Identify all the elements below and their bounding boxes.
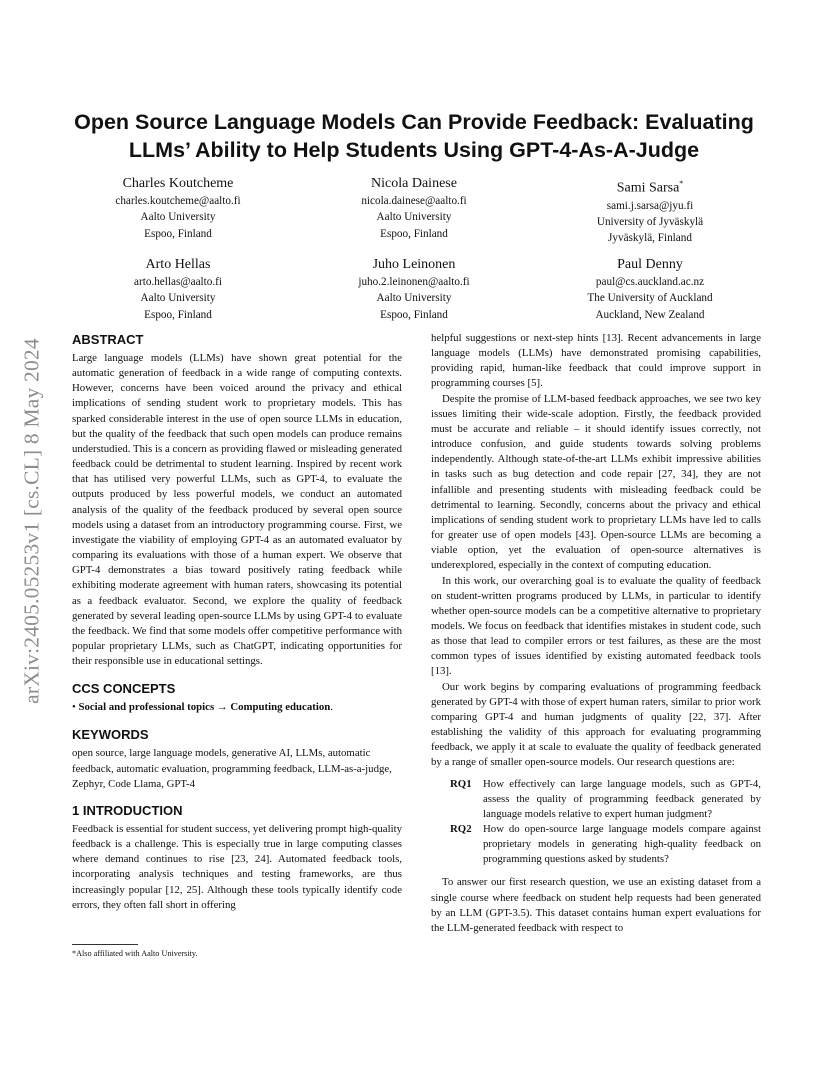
author-card [532, 174, 768, 247]
author-affiliation: Aalto University [376, 211, 452, 224]
right-column [431, 331, 761, 936]
body-paragraph: helpful suggestions or next-step hints [13]. Recent advancements in large language models (LLMs) have demonstrated promising capabilities, providing rapid, human-like feedback that could improve support in programming courses [5]. [431, 332, 761, 390]
author-affiliation: University of Jyväskylä [596, 215, 704, 228]
author-name: Paul Denny [617, 257, 683, 272]
footnote: *Also affiliated with Aalto University. [72, 949, 198, 958]
author-affiliation: Aalto University [140, 211, 216, 224]
rq-text: How effectively can large language models, such as GPT-4, assess the quality of programming feedback generated by language models relative to expert human judgment? [483, 777, 761, 820]
keywords-text: open source, large language models, generative AI, LLMs, automatic feedback, automatic evaluation, programming feedback, LLM-as-a-judge, Zephyr, Code Llama, GPT-4 [72, 747, 392, 790]
rq-text: How do open-source large language models compare against proprietary models in generating high-quality feedback on programming questions asked by students? [483, 823, 761, 866]
author-location: Espoo, Finland [380, 227, 448, 240]
author-email[interactable]: arto.hellas@aalto.fi [134, 276, 222, 288]
left-column [72, 331, 402, 913]
author-affiliation: Aalto University [140, 292, 216, 305]
author-location: Auckland, New Zealand [595, 308, 705, 321]
author-location: Espoo, Finland [144, 227, 212, 240]
author-card [532, 255, 768, 323]
body-paragraph: In this work, our overarching goal is to evaluate the quality of feedback on student-written programs produced by LLMs, in particular to identify whether open-source models can be a competitive alternative to proprietary models. We focus on feedback that identifies mistakes in student code, such as those that lead to compiler errors or test failures, as these are the most common types of issues identified by existing automated feedback tools [13]. [431, 574, 761, 678]
author-email[interactable]: sami.j.sarsa@jyu.fi [606, 199, 694, 212]
author-name: Juho Leinonen [372, 257, 456, 272]
arxiv-stamp-text: arXiv:2405.05253v1 [cs.CL] 8 May 2024 [19, 338, 44, 704]
author-location: Espoo, Finland [144, 308, 212, 321]
rq-label: RQ2 [450, 823, 472, 835]
author-name: Nicola Dainese [371, 176, 457, 191]
author-name: Sami Sarsa* [616, 179, 684, 196]
author-card [296, 255, 532, 323]
author-card [296, 174, 532, 242]
ccs-heading: CCS CONCEPTS [72, 681, 176, 697]
author-name: Charles Koutcheme [122, 176, 234, 191]
author-card [60, 255, 296, 323]
keywords-heading: KEYWORDS [72, 727, 149, 743]
author-affiliation: Aalto University [376, 292, 452, 305]
author-email[interactable]: charles.koutcheme@aalto.fi [115, 195, 241, 207]
research-question-2 [450, 822, 761, 867]
author-affiliation: The University of Auckland [587, 292, 713, 305]
author-card [60, 174, 296, 242]
author-location: Espoo, Finland [380, 308, 448, 321]
intro-paragraph: Feedback is essential for student success, yet delivering prompt high-quality feedback is a challenge. This is especially true in large computing classes where demand continues to rise [23, 24]. Automated feedback tools, incorporating analysis techniques and testing frameworks, are thus increasingly popular [12, 25]. Although these tools typically identify code errors, they often fall short in offering [72, 822, 402, 911]
author-email[interactable]: juho.2.leinonen@aalto.fi [358, 276, 470, 288]
paper-title: Open Source Language Models Can Provide Feedback: Evaluating LLMs’ Ability to Help Students Using GPT-4-As-A-Judge [74, 110, 754, 162]
footnote-rule [72, 944, 138, 945]
ccs-concept-text: Social and professional topics → Computing education [78, 701, 331, 714]
abstract-text: Large language models (LLMs) have shown great potential for the automatic generation of feedback in a wide range of computing contexts. However, concerns have been voiced around the privacy and ethical implications of sending student work to proprietary models. This has sparked considerable interest in the use of open source LLMs in education, but the quality of the feedback that such open models can produce remains understudied. This is a concern as providing flawed or misleading generated feedback could be detrimental to student learning. Inspired by recent work that has utilised very powerful LLMs, such as GPT-4, to evaluate the outputs produced by less powerful models, we conduct an automated analysis of the quality of the feedback produced by several open source models using a dataset from an introductory programming course. First, we investigate the viability of employing GPT-4 as an automated evaluator by comparing its evaluations with those of a human expert. We observe that GPT-4 demonstrates a bias toward positively rating feedback while exhibiting moderate agreement with human raters, showcasing its potential as a feedback evaluator. Second, we explore the quality of feedback generated by several leading open-source LLMs by using GPT-4 to evaluate the feedback. We find that some models offer competitive performance with popular proprietary LLMs, such as ChatGPT, indicating opportunities for their responsible use in educational settings. [72, 352, 402, 668]
author-email[interactable]: nicola.dainese@aalto.fi [361, 195, 467, 207]
author-name: Arto Hellas [145, 257, 211, 272]
footnote-marker: * [679, 179, 684, 188]
research-question-1 [450, 777, 761, 822]
introduction-heading: 1 INTRODUCTION [72, 802, 183, 818]
body-paragraph: To answer our first research question, we use an existing dataset from a single course where feedback on student help requests had been generated by an LLM (GPT-3.5). This dataset contains human expert evaluations for the LLM-generated feedback with respect to [431, 876, 761, 934]
ccs-concepts: • Social and professional topics → Computing education. [72, 701, 333, 714]
author-location: Jyväskylä, Finland [608, 232, 692, 245]
abstract-heading: ABSTRACT [72, 332, 144, 347]
author-email[interactable]: paul@cs.auckland.ac.nz [595, 276, 705, 288]
body-paragraph: Despite the promise of LLM-based feedback approaches, we see two key issues limiting their wide-scale adoption. Firstly, the feedback provided must be accurate and reliable – it should identify issues correctly, not introduce confusion, and guide students towards solving problems independently. Although state-of-the-art LLMs exhibit impressive abilities in tasks such as bug detection and code repair [27, 34], they are not infallible and presenting students with misleading feedback could be detrimental to learning. Secondly, concerns about the privacy and ethical implications of sending student work to proprietary LLMs have led to calls for greater use of open models [43]. Open-source LLMs are becoming a viable option, yet the evaluation of open-source alternatives is underexplored, especially in the context of computing education. [431, 392, 761, 572]
body-paragraph: Our work begins by comparing evaluations of programming feedback generated by GPT-4 with those of expert human raters, similar to prior work comparing GPT-4 and human judgments of quality [22, 37]. After establishing the validity of this approach for evaluating programming feedback, we apply it at scale to evaluate the quality of feedback generated by a range of smaller open-source models. Our research questions are: [431, 680, 761, 769]
arxiv-stamp [20, 286, 44, 756]
ccs-bullet: • [72, 701, 76, 714]
rq-label: RQ1 [450, 777, 472, 790]
